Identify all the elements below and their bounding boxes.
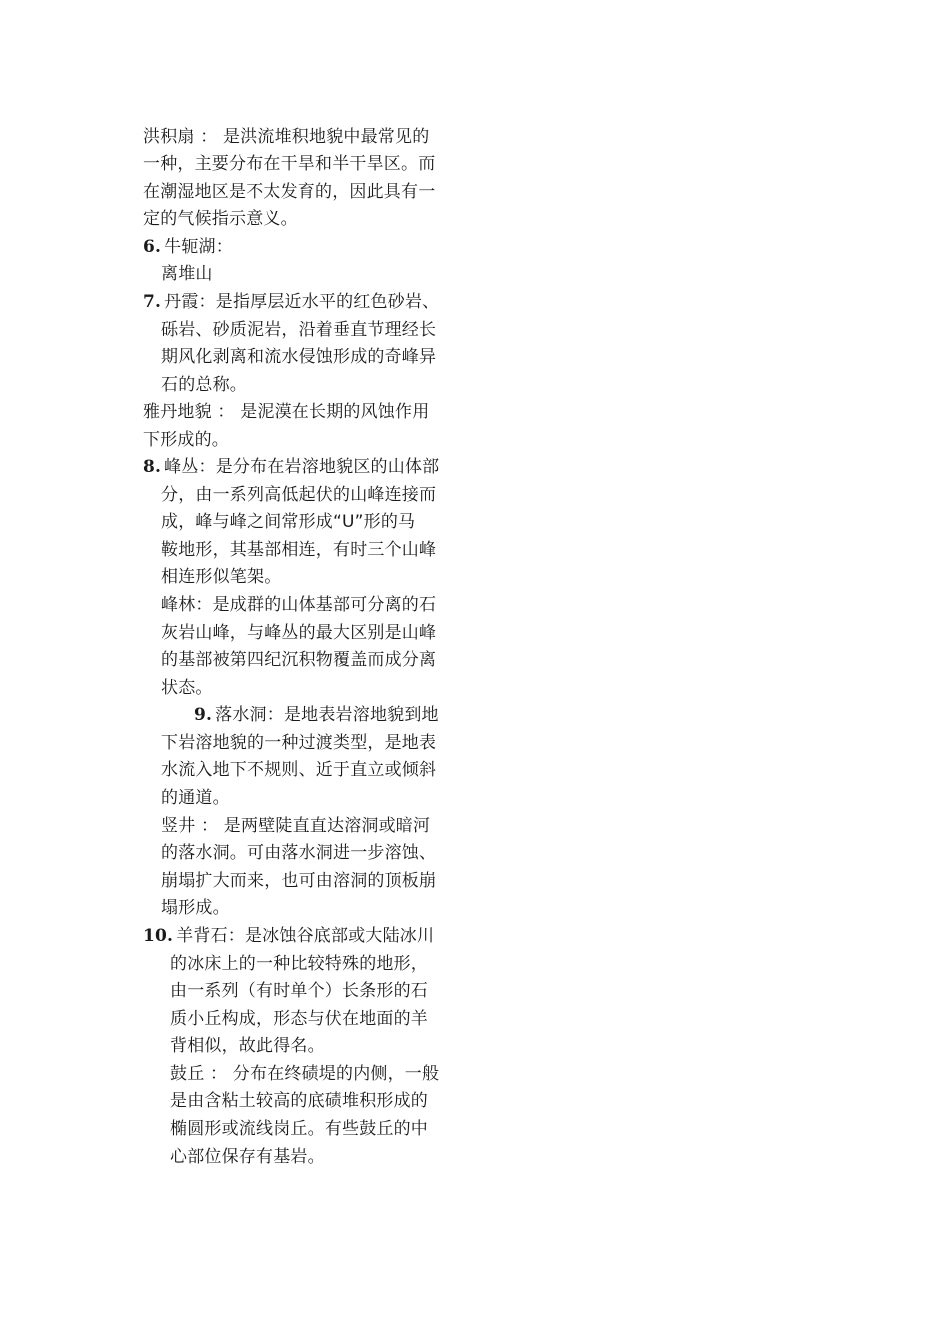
paragraph-line: 定的气候指示意义。: [143, 209, 298, 229]
paragraph-line: 状态。: [161, 678, 213, 698]
paragraph-line: 心部位保存有基岩。: [170, 1147, 325, 1167]
item-number: 8.: [143, 457, 162, 477]
paragraph-line: 灰岩山峰，与峰丛的最大区别是山峰: [161, 623, 437, 643]
item-text: 落水洞：是地表岩溶地貌到地: [215, 705, 439, 725]
item-number: 6.: [143, 237, 162, 257]
paragraph-line: 的冰床上的一种比较特殊的地形，: [170, 954, 428, 974]
paragraph-line: 塌形成。: [161, 898, 230, 918]
paragraph-line: 鞍地形，其基部相连，有时三个山峰: [161, 540, 437, 560]
paragraph-line: 下岩溶地貌的一种过渡类型，是地表: [161, 733, 437, 753]
paragraph-line: 砾岩、砂质泥岩，沿着垂直节理经长: [161, 320, 437, 340]
paragraph-line: 竖井 ： 是两壁陡直直达溶洞或暗河: [161, 816, 431, 836]
numbered-item-8: [143, 454, 439, 481]
paragraph-line: 期风化剥离和流水侵蚀形成的奇峰异: [161, 347, 437, 367]
item-number: 10.: [143, 926, 174, 946]
item-text: 峰丛：是分布在岩溶地貌区的山体部: [164, 457, 440, 477]
item-text: 羊背石：是冰蚀谷底部或大陆冰川: [176, 926, 435, 946]
numbered-item-10: [143, 923, 434, 950]
paragraph-line: 分，由一系列高低起伏的山峰连接而: [161, 485, 437, 505]
paragraph-line: 峰林：是成群的山体基部可分离的石: [161, 595, 437, 615]
paragraph-line: 的基部被第四纪沉积物覆盖而成分离: [161, 650, 437, 670]
paragraph-line: 由一系列（有时单个）长条形的石: [170, 981, 428, 1001]
paragraph-line: 椭圆形或流线岗丘。有些鼓丘的中: [170, 1119, 428, 1139]
item-text: 丹霞：是指厚层近水平的红色砂岩、: [164, 292, 440, 312]
paragraph-line: 鼓丘 ： 分布在终碛堤的内侧，一般: [170, 1064, 440, 1084]
item-text: 牛轭湖：: [164, 237, 233, 257]
paragraph-line: 是由含粘土较高的底碛堆积形成的: [170, 1091, 428, 1111]
numbered-item-7: [143, 289, 439, 316]
paragraph-line: 相连形似笔架。: [161, 567, 282, 587]
numbered-item-6: [143, 234, 233, 261]
paragraph-line: 离堆山: [161, 264, 213, 284]
paragraph-line: 洪积扇 ： 是洪流堆积地貌中最常见的: [143, 127, 430, 147]
paragraph-line: 在潮湿地区是不太发育的，因此具有一: [143, 182, 436, 202]
paragraph-line: 的落水洞。可由落水洞进一步溶蚀、: [161, 843, 437, 863]
paragraph-line: 石的总称。: [161, 375, 247, 395]
paragraph-line: 的通道。: [161, 788, 230, 808]
paragraph-line: 崩塌扩大而来，也可由溶洞的顶板崩: [161, 871, 437, 891]
item-number: 9.: [194, 705, 213, 725]
paragraph-line: 背相似，故此得名。: [170, 1036, 325, 1056]
paragraph-line: 雅丹地貌 ： 是泥漠在长期的风蚀作用: [143, 402, 430, 422]
paragraph-line: 质小丘构成，形态与伏在地面的羊: [170, 1009, 428, 1029]
paragraph-line: 一种，主要分布在干旱和半干旱区。而: [143, 154, 436, 174]
paragraph-line: 水流入地下不规则、近于直立或倾斜: [161, 760, 437, 780]
numbered-item-9: [194, 702, 439, 729]
item-number: 7.: [143, 292, 162, 312]
paragraph-line: 下形成的。: [143, 430, 229, 450]
paragraph-line: 成，峰与峰之间常形成“U”形的马: [161, 512, 416, 532]
